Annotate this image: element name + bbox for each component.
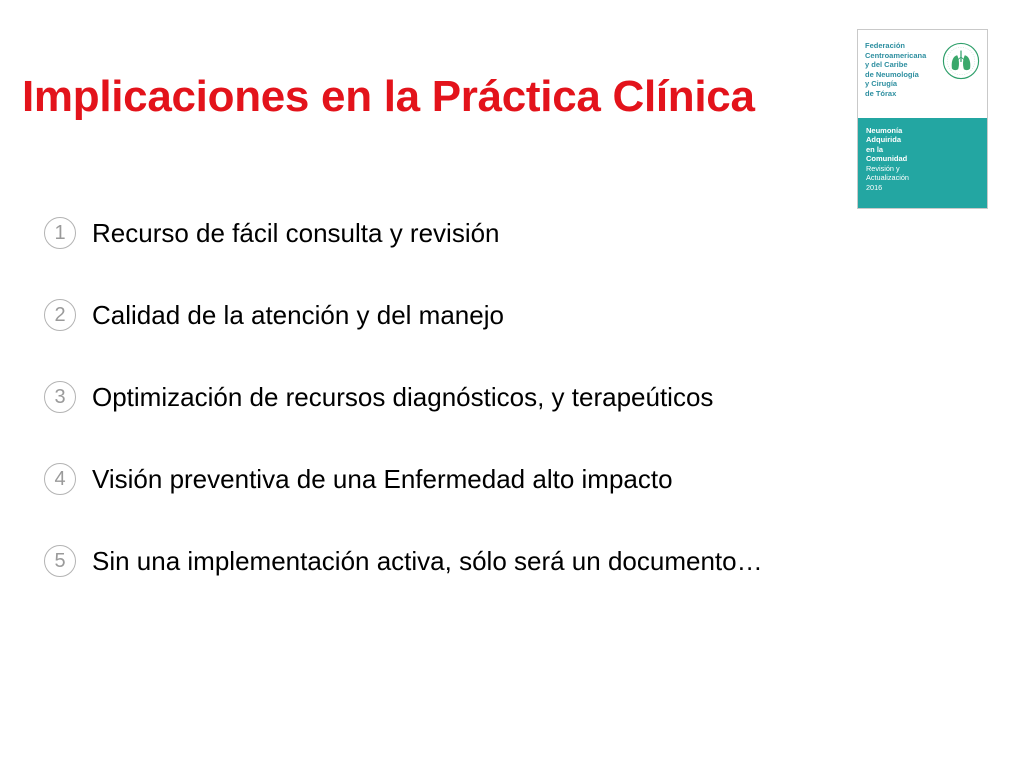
cover-document-subtitle <box>866 164 909 192</box>
number-badge: 2 <box>44 299 76 331</box>
document-cover-image <box>857 29 988 209</box>
cover-title-line: Adquirida <box>866 135 901 145</box>
cover-org-line: Centroamericana <box>865 50 927 60</box>
list-item <box>44 459 763 499</box>
key-points-list <box>44 213 763 581</box>
cover-subtitle-line: Revisión y <box>866 164 900 173</box>
cover-subtitle-line: 2016 <box>866 182 883 192</box>
cover-organization <box>865 41 943 99</box>
cover-header <box>858 30 988 118</box>
list-item-text: Visión preventiva de una Enfermedad alto impacto <box>92 463 673 494</box>
number-badge: 3 <box>44 381 76 413</box>
cover-title-line: Comunidad <box>866 153 908 163</box>
number-badge: 4 <box>44 463 76 495</box>
list-item <box>44 541 763 581</box>
cover-title-line: Neumonía <box>866 126 903 135</box>
list-item <box>44 377 763 417</box>
slide-title: Implicaciones en la Práctica Clínica <box>22 72 755 121</box>
cover-org-line: de Tórax <box>865 88 897 98</box>
cover-org-line: Federación <box>865 41 906 50</box>
cover-document-title <box>866 126 907 163</box>
list-item-text: Sin una implementación activa, sólo será un documento… <box>92 545 763 576</box>
list-item-text: Optimización de recursos diagnósticos, y terapeúticos <box>92 381 714 412</box>
cover-org-line: y del Caribe <box>865 60 908 70</box>
cover-org-line: y Cirugía <box>865 79 898 89</box>
list-item <box>44 213 763 253</box>
number-badge: 5 <box>44 545 76 577</box>
cover-subtitle-line: Actualización <box>866 173 909 183</box>
list-item-text: Calidad de la atención y del manejo <box>92 299 504 330</box>
cover-org-line: de Neumología <box>865 69 919 79</box>
list-item <box>44 295 763 335</box>
cover-title-band <box>858 118 988 209</box>
cover-title-line: en la <box>866 144 884 154</box>
number-badge: 1 <box>44 217 76 249</box>
list-item-text: Recurso de fácil consulta y revisión <box>92 217 500 248</box>
lungs-seal-icon <box>942 42 980 80</box>
